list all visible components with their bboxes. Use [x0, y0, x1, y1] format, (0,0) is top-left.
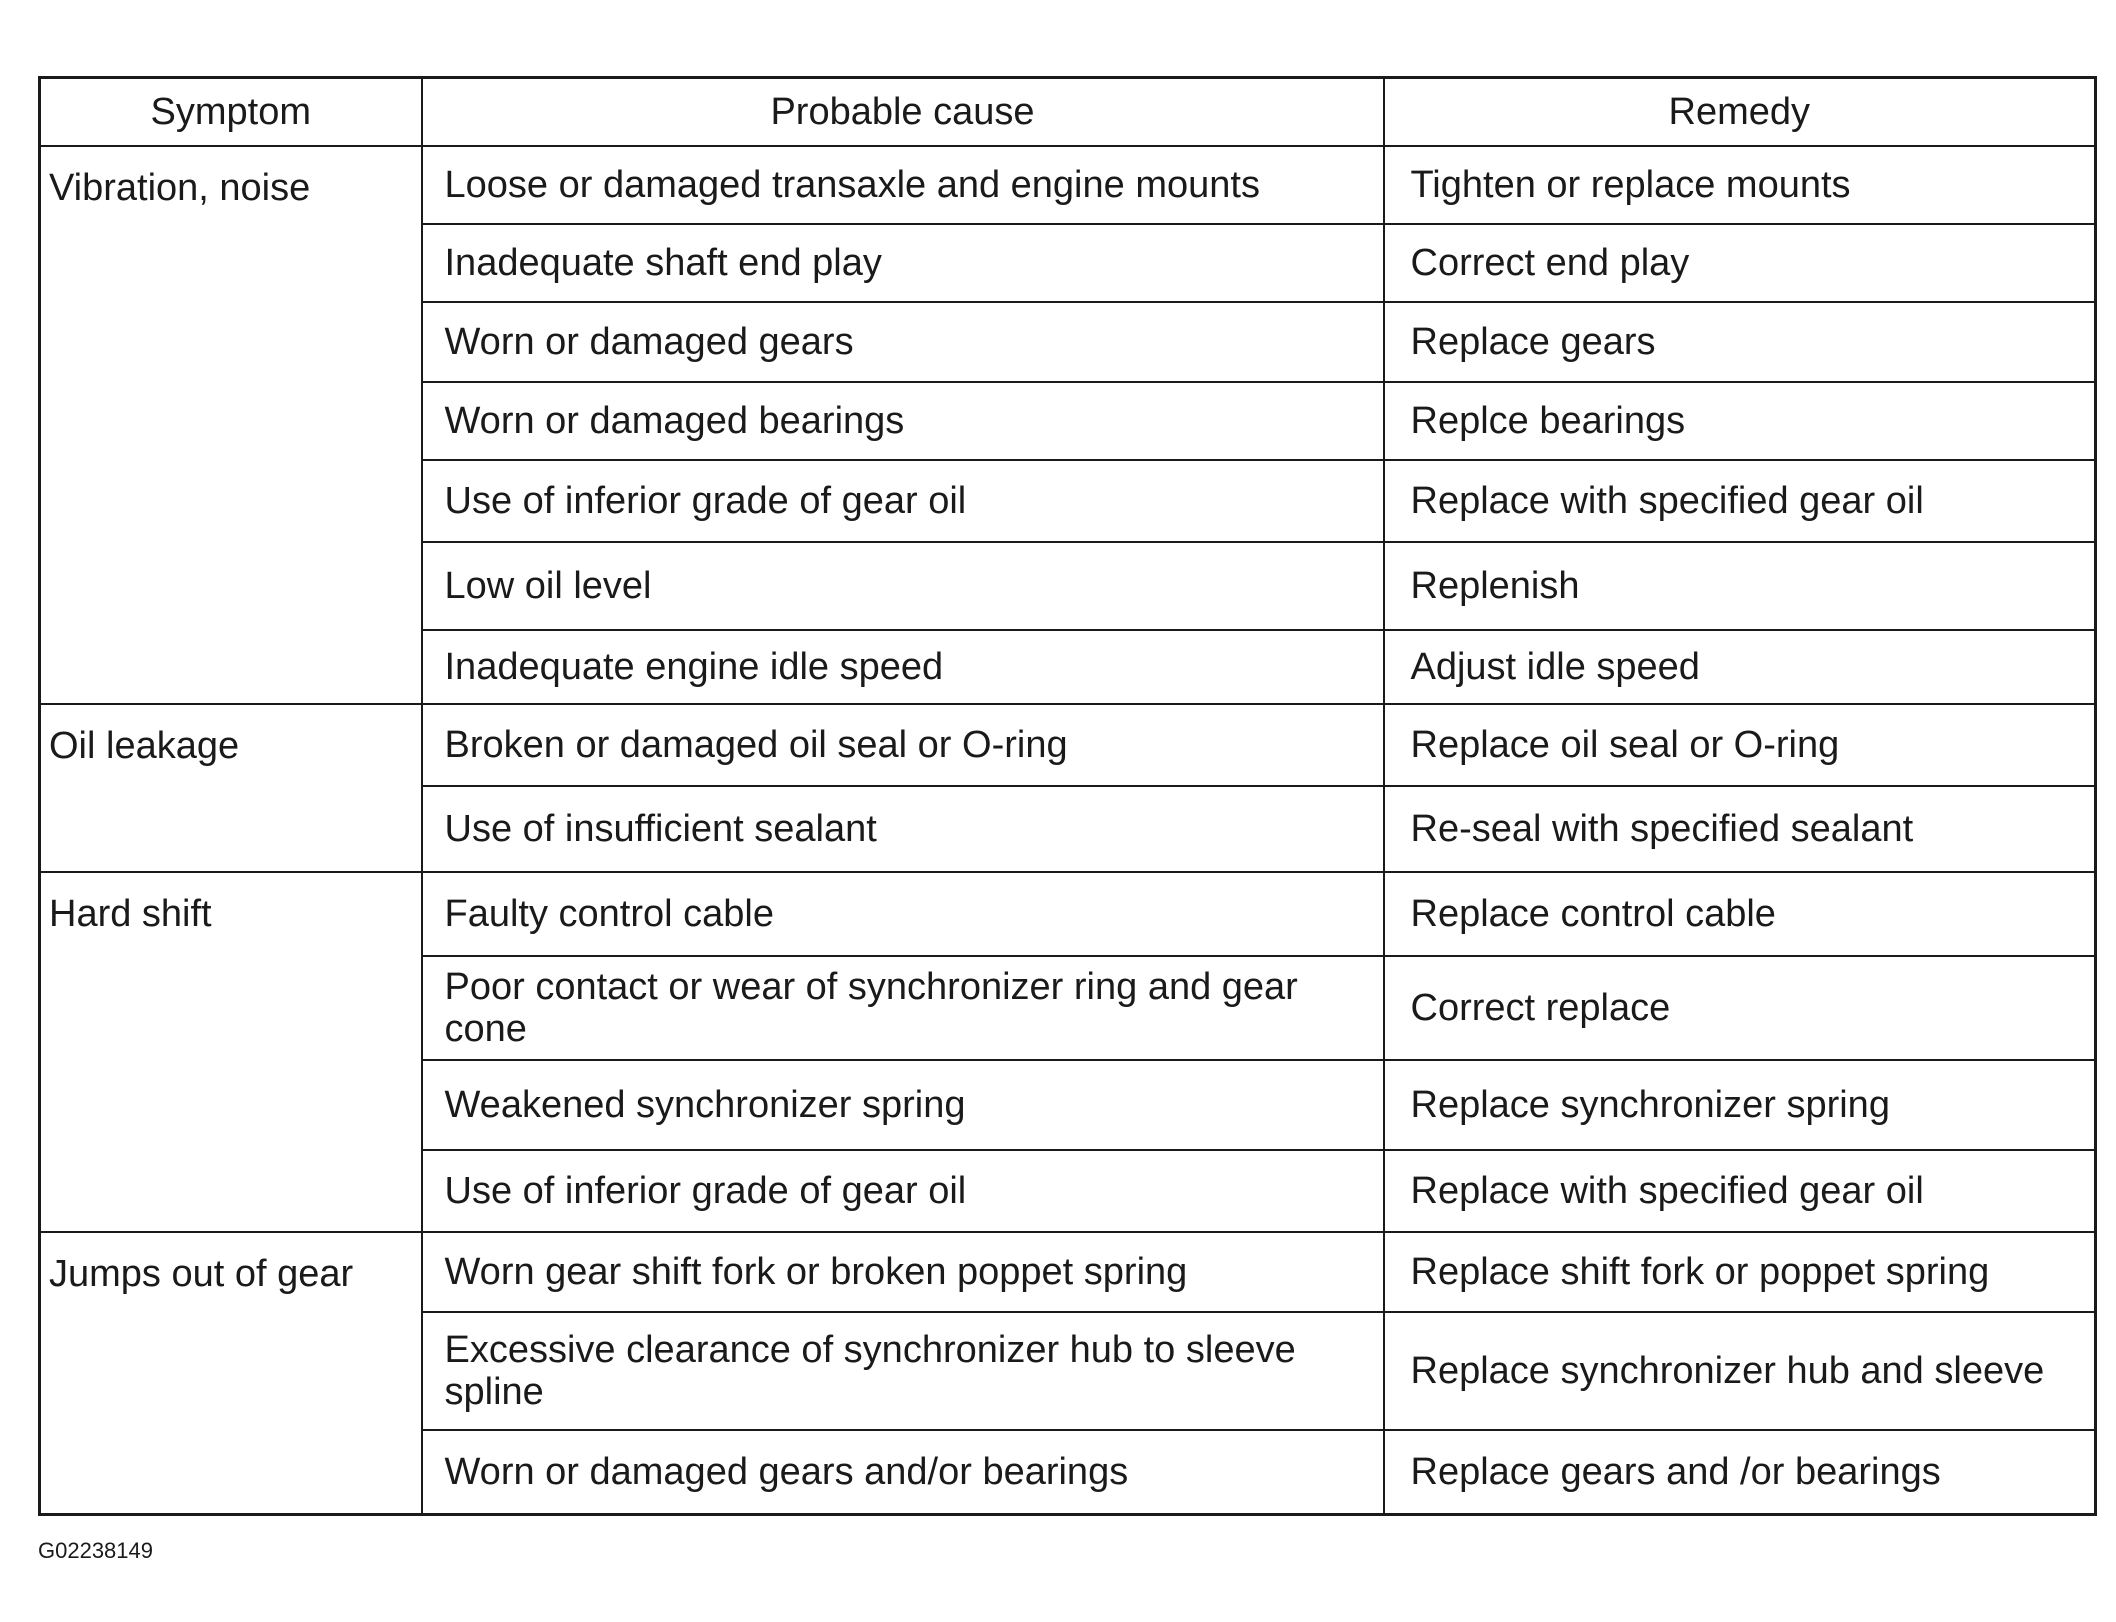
header-row	[40, 78, 2096, 147]
header-remedy: Remedy	[1384, 78, 2096, 147]
probable-cause-cell: Faulty control cable	[422, 872, 1384, 956]
probable-cause-cell: Use of insufficient sealant	[422, 786, 1384, 872]
table-row	[40, 704, 2096, 786]
symptom-cell: Vibration, noise	[40, 146, 422, 704]
symptom-cell: Hard shift	[40, 872, 422, 1232]
header-symptom: Symptom	[40, 78, 422, 147]
remedy-cell: Correct replace	[1384, 956, 2096, 1060]
symptom-cell: Oil leakage	[40, 704, 422, 872]
remedy-cell: Replace with specified gear oil	[1384, 460, 2096, 542]
probable-cause-cell: Excessive clearance of synchronizer hub to sleeve spline	[422, 1312, 1384, 1430]
symptom-cell: Jumps out of gear	[40, 1232, 422, 1514]
probable-cause-cell: Inadequate shaft end play	[422, 224, 1384, 302]
probable-cause-cell: Low oil level	[422, 542, 1384, 630]
remedy-cell: Adjust idle speed	[1384, 630, 2096, 704]
remedy-cell: Replenish	[1384, 542, 2096, 630]
probable-cause-cell: Inadequate engine idle speed	[422, 630, 1384, 704]
remedy-cell: Replace synchronizer spring	[1384, 1060, 2096, 1150]
probable-cause-cell: Use of inferior grade of gear oil	[422, 1150, 1384, 1232]
probable-cause-cell: Weakened synchronizer spring	[422, 1060, 1384, 1150]
probable-cause-cell: Poor contact or wear of synchronizer ring and gear cone	[422, 956, 1384, 1060]
table-row	[40, 146, 2096, 224]
remedy-cell: Replace oil seal or O-ring	[1384, 704, 2096, 786]
header-probable-cause: Probable cause	[422, 78, 1384, 147]
table-row	[40, 1232, 2096, 1312]
probable-cause-cell: Use of inferior grade of gear oil	[422, 460, 1384, 542]
remedy-cell: Replace synchronizer hub and sleeve	[1384, 1312, 2096, 1430]
remedy-cell: Replace shift fork or poppet spring	[1384, 1232, 2096, 1312]
troubleshooting-table	[38, 76, 2097, 1516]
remedy-cell: Replace control cable	[1384, 872, 2096, 956]
remedy-cell: Correct end play	[1384, 224, 2096, 302]
table-row	[40, 872, 2096, 956]
probable-cause-cell: Worn or damaged bearings	[422, 382, 1384, 460]
remedy-cell: Replce bearings	[1384, 382, 2096, 460]
remedy-cell: Re-seal with specified sealant	[1384, 786, 2096, 872]
probable-cause-cell: Broken or damaged oil seal or O-ring	[422, 704, 1384, 786]
table-body	[40, 146, 2096, 1515]
probable-cause-cell: Worn or damaged gears and/or bearings	[422, 1430, 1384, 1514]
figure-code: G02238149	[38, 1538, 153, 1563]
remedy-cell: Replace gears	[1384, 302, 2096, 382]
probable-cause-cell: Loose or damaged transaxle and engine mounts	[422, 146, 1384, 224]
probable-cause-cell: Worn or damaged gears	[422, 302, 1384, 382]
remedy-cell: Replace gears and /or bearings	[1384, 1430, 2096, 1514]
remedy-cell: Replace with specified gear oil	[1384, 1150, 2096, 1232]
remedy-cell: Tighten or replace mounts	[1384, 146, 2096, 224]
probable-cause-cell: Worn gear shift fork or broken poppet spring	[422, 1232, 1384, 1312]
